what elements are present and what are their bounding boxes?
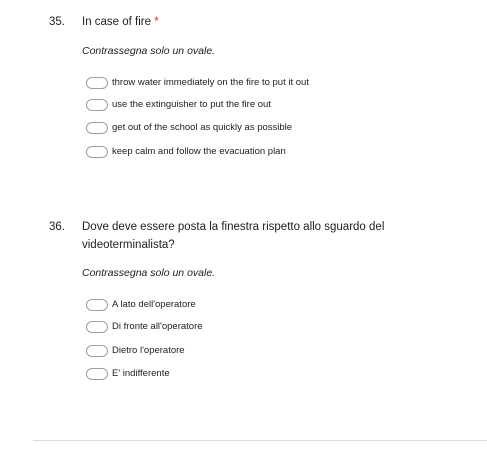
option-label[interactable]: Di fronte all'operatore: [112, 321, 203, 332]
option-label[interactable]: get out of the school as quickly as possible: [112, 122, 293, 133]
option-label[interactable]: use the extinguisher to put the fire out: [112, 99, 271, 110]
section-divider: [33, 440, 487, 441]
radio-option[interactable]: [86, 144, 286, 160]
question-title: Dove deve essere posta la finestra rispetto allo sguardo del videoterminalista?: [82, 221, 385, 251]
radio-option[interactable]: [86, 343, 185, 359]
question-hint: Contrassegna solo un ovale.: [82, 45, 216, 57]
option-label[interactable]: keep calm and follow the evacuation plan: [112, 146, 286, 157]
option-label[interactable]: throw water immediately on the fire to put it out: [112, 77, 309, 88]
radio-option[interactable]: [86, 75, 309, 91]
required-asterisk: *: [154, 16, 159, 28]
option-label[interactable]: A lato dell'operatore: [112, 299, 196, 310]
radio-option[interactable]: [86, 366, 170, 382]
option-label[interactable]: Dietro l'operatore: [112, 345, 185, 356]
question-number: 35.: [49, 16, 65, 28]
radio-option[interactable]: [86, 319, 203, 335]
radio-oval[interactable]: [86, 299, 108, 311]
radio-option[interactable]: [86, 97, 271, 113]
radio-option[interactable]: [86, 297, 196, 313]
radio-oval[interactable]: [86, 146, 108, 158]
radio-oval[interactable]: [86, 321, 108, 333]
option-label[interactable]: E' indifferente: [112, 368, 170, 379]
radio-oval[interactable]: [86, 368, 108, 380]
radio-option[interactable]: [86, 120, 292, 136]
radio-oval[interactable]: [86, 122, 108, 134]
radio-oval[interactable]: [86, 77, 108, 89]
radio-oval[interactable]: [86, 99, 108, 111]
question-number: 36.: [49, 221, 65, 233]
radio-oval[interactable]: [86, 345, 108, 357]
question-title-text: In case of fire: [82, 16, 152, 28]
question-hint: Contrassegna solo un ovale.: [82, 267, 216, 279]
question-title: [82, 13, 427, 31]
